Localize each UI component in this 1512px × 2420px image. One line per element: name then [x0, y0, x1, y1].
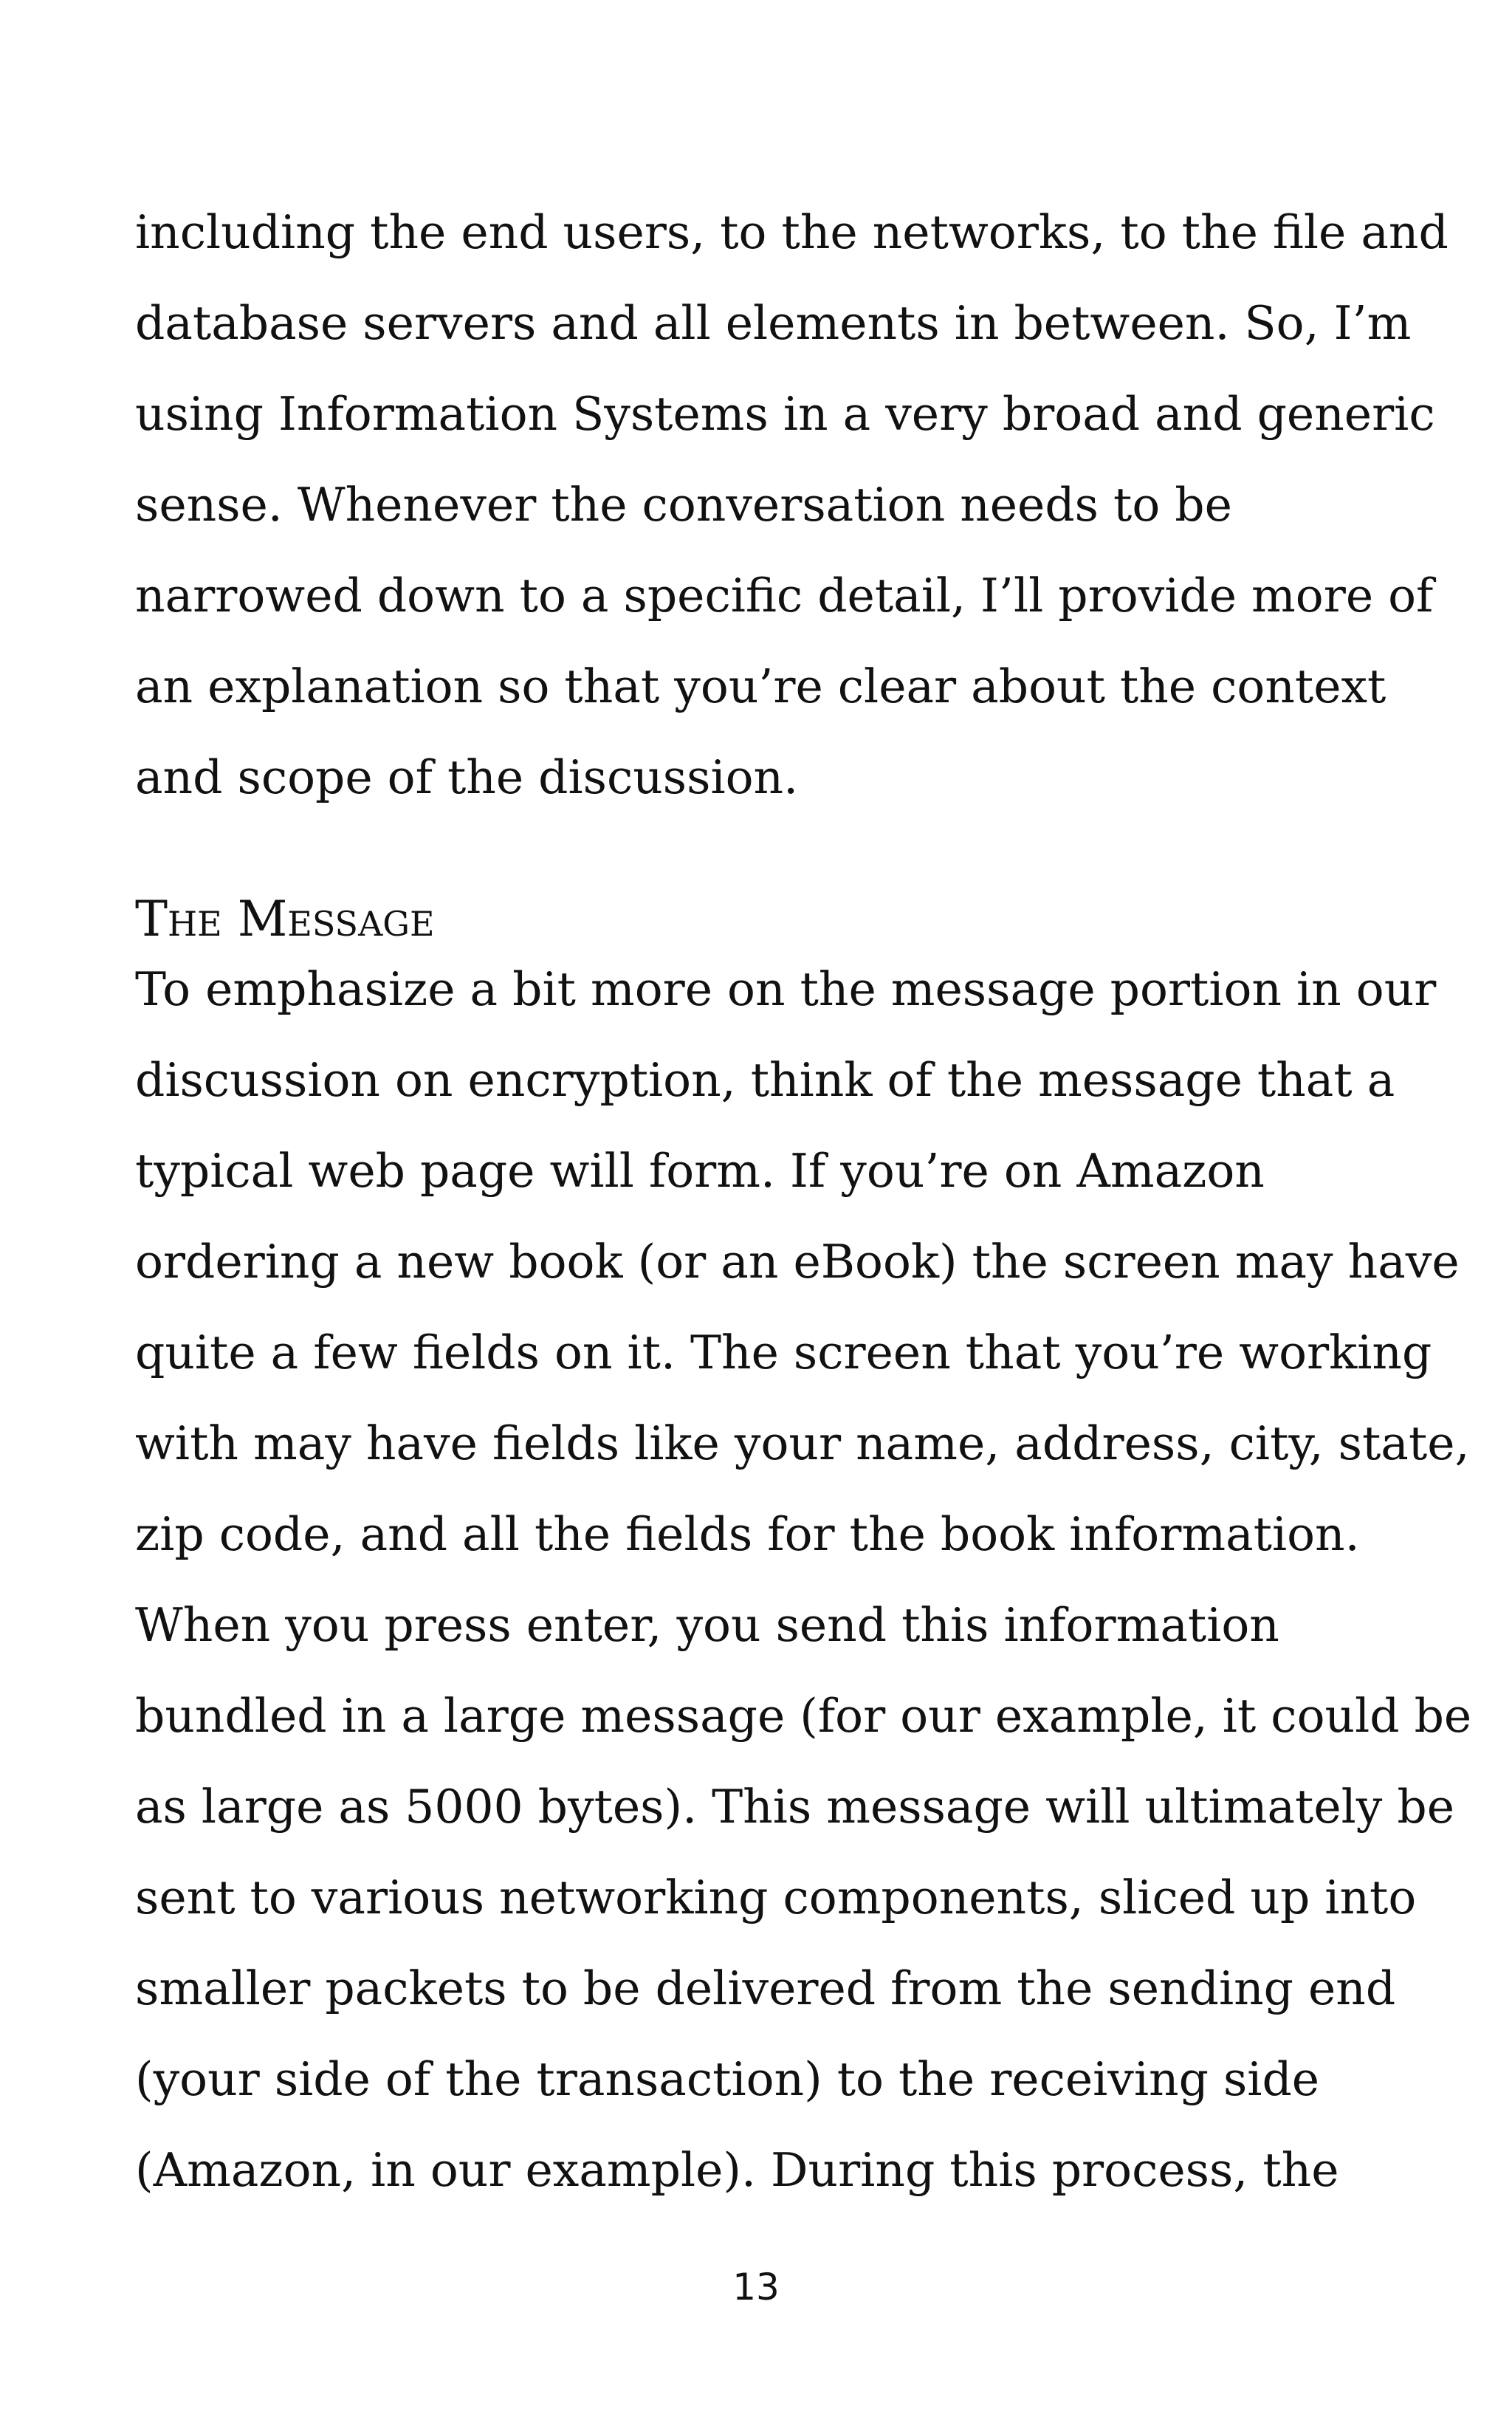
text-line: sent to various networking components, sliced up into [135, 1871, 1417, 1924]
text-line: and scope of the discussion. [135, 750, 799, 804]
text-line: When you press enter, you send this information [135, 1598, 1279, 1652]
text-line: zip code, and all the fields for the book information. [135, 1507, 1360, 1561]
text-line: quite a few fields on it. The screen that you’re working [135, 1326, 1432, 1379]
text-line: with may have fields like your name, address, city, state, [135, 1416, 1470, 1470]
text-line: as large as 5000 bytes). This message will ultimately be [135, 1780, 1454, 1834]
text-line: To emphasize a bit more on the message portion in our [135, 962, 1437, 1016]
text-line: ordering a new book (or an eBook) the screen may have [135, 1235, 1460, 1289]
text-line: typical web page will form. If you’re on Amazon [135, 1144, 1265, 1198]
text-line: (Amazon, in our example). During this process, the [135, 2143, 1339, 2197]
body-paragraph-1 [135, 187, 1449, 823]
text-line: database servers and all elements in between. So, I’m [135, 296, 1412, 350]
text-line: narrowed down to a specific detail, I’ll provide more of [135, 569, 1434, 623]
text-line: (your side of the transaction) to the receiving side [135, 2052, 1320, 2106]
text-line: using Information Systems in a very broad and generic [135, 387, 1435, 441]
text-line: discussion on encryption, think of the message that a [135, 1053, 1395, 1107]
text-line: smaller packets to be delivered from the sending end [135, 1961, 1396, 2015]
body-paragraph-2 [135, 944, 1472, 2215]
page-number: 13 [732, 2266, 780, 2308]
section-heading: The Message [135, 891, 435, 947]
text-line: an explanation so that you’re clear about the context [135, 659, 1386, 713]
text-line: sense. Whenever the conversation needs to be [135, 478, 1232, 532]
text-line: bundled in a large message (for our example, it could be [135, 1689, 1472, 1743]
text-line: including the end users, to the networks, to the file and [135, 205, 1449, 259]
